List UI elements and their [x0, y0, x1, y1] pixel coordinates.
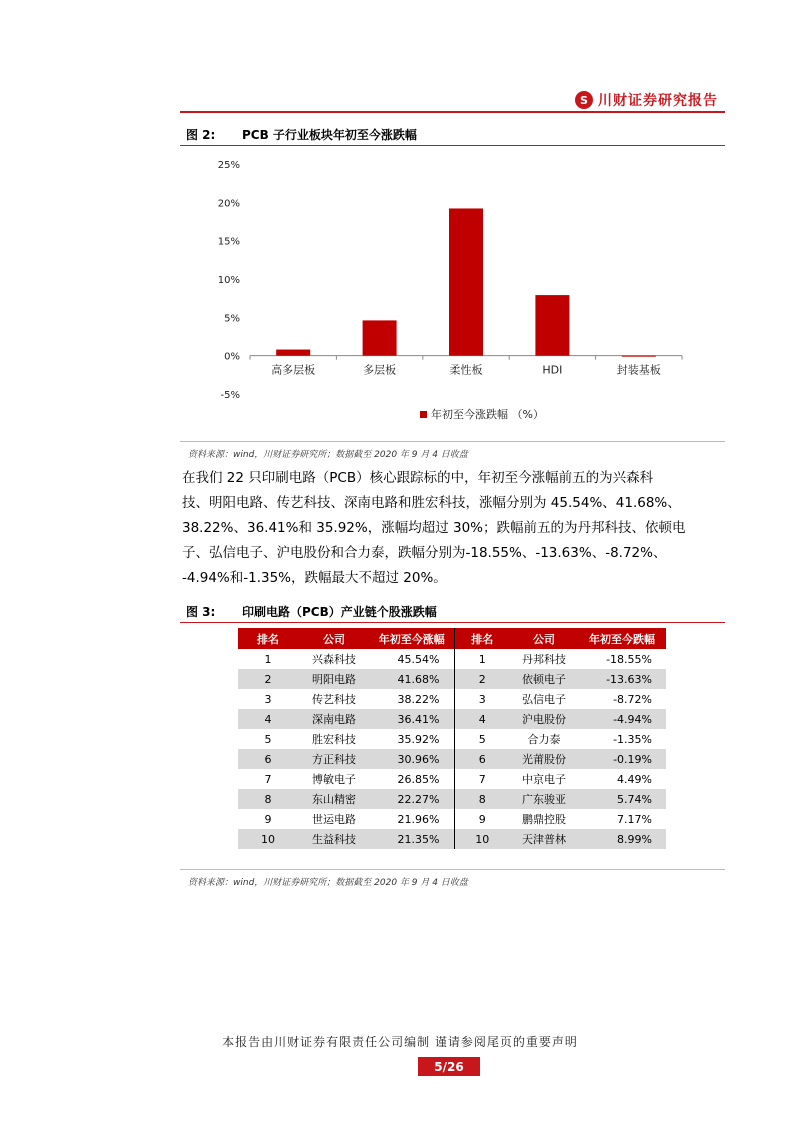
page-number: 5/26 — [418, 1057, 480, 1076]
bar — [449, 208, 483, 355]
loss-cell: 8.99% — [578, 829, 666, 849]
company-cell: 世运电路 — [298, 809, 370, 829]
table-row — [238, 649, 666, 669]
gain-cell: 45.54% — [370, 649, 454, 669]
table-row — [238, 669, 666, 689]
header-company-gain: 公司 — [298, 628, 370, 649]
figure-3-label: 图 3: — [186, 605, 216, 619]
gain-cell: 21.35% — [370, 829, 454, 849]
gain-cell: 21.96% — [370, 809, 454, 829]
table-row — [238, 729, 666, 749]
figure-3-title-bar — [180, 601, 725, 623]
company-cell: 兴森科技 — [298, 649, 370, 669]
company-cell: 沪电股份 — [510, 709, 578, 729]
company-cell: 明阳电路 — [298, 669, 370, 689]
x-tick-label: 柔性板 — [449, 363, 483, 377]
company-cell: 传艺科技 — [298, 689, 370, 709]
company-cell: 弘信电子 — [510, 689, 578, 709]
rank-cell: 2 — [454, 669, 510, 689]
rank-cell: 10 — [454, 829, 510, 849]
figure-2-source: 资料来源：wind，川财证券研究所；数据截至 2020 年 9 月 4 日收盘 — [180, 441, 725, 460]
header-rule — [180, 111, 725, 113]
table-header-row — [238, 628, 666, 649]
company-cell: 鹏鼎控股 — [510, 809, 578, 829]
table-row — [238, 709, 666, 729]
loss-cell: -4.94% — [578, 709, 666, 729]
loss-cell: -8.72% — [578, 689, 666, 709]
company-cell: 东山精密 — [298, 789, 370, 809]
rank-cell: 7 — [454, 769, 510, 789]
report-brand — [575, 90, 718, 110]
loss-cell: -18.55% — [578, 649, 666, 669]
loss-cell: 4.49% — [578, 769, 666, 789]
rank-cell: 5 — [238, 729, 298, 749]
x-tick-label: 封装基板 — [616, 363, 661, 377]
x-tick-label: HDI — [542, 363, 563, 377]
rank-cell: 6 — [238, 749, 298, 769]
loss-cell: -1.35% — [578, 729, 666, 749]
loss-cell: -0.19% — [578, 749, 666, 769]
bar — [276, 350, 310, 356]
y-tick-label: 10% — [217, 275, 240, 286]
y-tick-label: 15% — [217, 236, 240, 248]
body-paragraph — [182, 466, 728, 591]
bar — [622, 356, 656, 357]
company-cell: 博敏电子 — [298, 769, 370, 789]
bar — [363, 320, 397, 355]
rank-cell: 9 — [238, 809, 298, 829]
rank-cell: 7 — [238, 769, 298, 789]
y-tick-label: 25% — [217, 160, 240, 171]
header-gain: 年初至今涨幅 — [370, 628, 454, 649]
gain-cell: 30.96% — [370, 749, 454, 769]
rank-cell: 3 — [238, 689, 298, 709]
figure-2-title: PCB 子行业板块年初至今涨跌幅 — [242, 128, 417, 142]
rank-cell: 9 — [454, 809, 510, 829]
paragraph-line: 技、明阳电路、传艺科技、深南电路和胜宏科技，涨幅分别为 45.54%、41.68%、 — [182, 495, 681, 511]
figure-3-title: 印刷电路（PCB）产业链个股涨跌幅 — [242, 605, 437, 619]
footer-disclaimer: 本报告由川财证券有限责任公司编制 谨请参阅尾页的重要声明 — [222, 1035, 578, 1049]
company-cell: 光莆股份 — [510, 749, 578, 769]
swirl-logo-icon: S — [575, 91, 593, 109]
figure-2-label: 图 2: — [186, 128, 216, 142]
rank-cell: 4 — [238, 709, 298, 729]
company-cell: 中京电子 — [510, 769, 578, 789]
header-company-loss: 公司 — [510, 628, 578, 649]
company-cell: 生益科技 — [298, 829, 370, 849]
table-row — [238, 749, 666, 769]
gain-cell: 38.22% — [370, 689, 454, 709]
bar — [535, 295, 569, 356]
rank-cell: 3 — [454, 689, 510, 709]
x-tick-label: 多层板 — [363, 363, 397, 377]
paragraph-line: 子、弘信电子、沪电股份和合力泰，跌幅分别为-18.55%、-13.63%、-8.72%、 — [182, 545, 667, 561]
company-cell: 合力泰 — [510, 729, 578, 749]
gain-cell: 22.27% — [370, 789, 454, 809]
company-cell: 方正科技 — [298, 749, 370, 769]
rank-cell: 6 — [454, 749, 510, 769]
rank-cell: 4 — [454, 709, 510, 729]
legend-label: 年初至今涨跌幅 （%） — [431, 408, 544, 421]
header-rank-gain: 排名 — [238, 628, 298, 649]
company-cell: 胜宏科技 — [298, 729, 370, 749]
rank-cell: 10 — [238, 829, 298, 849]
header-loss: 年初至今跌幅 — [578, 628, 666, 649]
header-rank-loss: 排名 — [454, 628, 510, 649]
y-tick-label: 5% — [224, 313, 240, 325]
stock-performance-table — [238, 628, 666, 849]
rank-cell: 8 — [238, 789, 298, 809]
rank-cell: 5 — [454, 729, 510, 749]
gain-cell: 35.92% — [370, 729, 454, 749]
rank-cell: 1 — [238, 649, 298, 669]
table-row — [238, 769, 666, 789]
y-tick-label: 0% — [224, 351, 240, 363]
table-row — [238, 829, 666, 849]
table-row — [238, 809, 666, 829]
company-cell: 依顿电子 — [510, 669, 578, 689]
y-tick-label: 20% — [217, 198, 240, 210]
y-tick-label: -5% — [220, 390, 240, 401]
table-row — [238, 789, 666, 809]
figure-2-title-bar — [180, 124, 725, 146]
loss-cell: -13.63% — [578, 669, 666, 689]
gain-cell: 26.85% — [370, 769, 454, 789]
table-row — [238, 689, 666, 709]
paragraph-line: -4.94%和-1.35%，跌幅最大不超过 20%。 — [182, 570, 447, 586]
gain-cell: 41.68% — [370, 669, 454, 689]
rank-cell: 2 — [238, 669, 298, 689]
x-tick-label: 高多层板 — [271, 363, 316, 377]
loss-cell: 7.17% — [578, 809, 666, 829]
rank-cell: 8 — [454, 789, 510, 809]
brand-name: 川财证券研究报告 — [598, 93, 718, 109]
legend-swatch — [420, 411, 427, 418]
paragraph-line: 在我们 22 只印刷电路（PCB）核心跟踪标的中，年初至今涨幅前五的为兴森科 — [182, 470, 654, 486]
company-cell: 丹邦科技 — [510, 649, 578, 669]
paragraph-line: 38.22%、36.41%和 35.92%，涨幅均超过 30%；跌幅前五的为丹邦科技、依顿电 — [182, 520, 686, 536]
bar-chart — [180, 146, 725, 441]
rank-cell: 1 — [454, 649, 510, 669]
gain-cell: 36.41% — [370, 709, 454, 729]
loss-cell: 5.74% — [578, 789, 666, 809]
company-cell: 深南电路 — [298, 709, 370, 729]
company-cell: 天津普林 — [510, 829, 578, 849]
figure-3-source: 资料来源：wind，川财证券研究所；数据截至 2020 年 9 月 4 日收盘 — [180, 869, 725, 888]
company-cell: 广东骏亚 — [510, 789, 578, 809]
